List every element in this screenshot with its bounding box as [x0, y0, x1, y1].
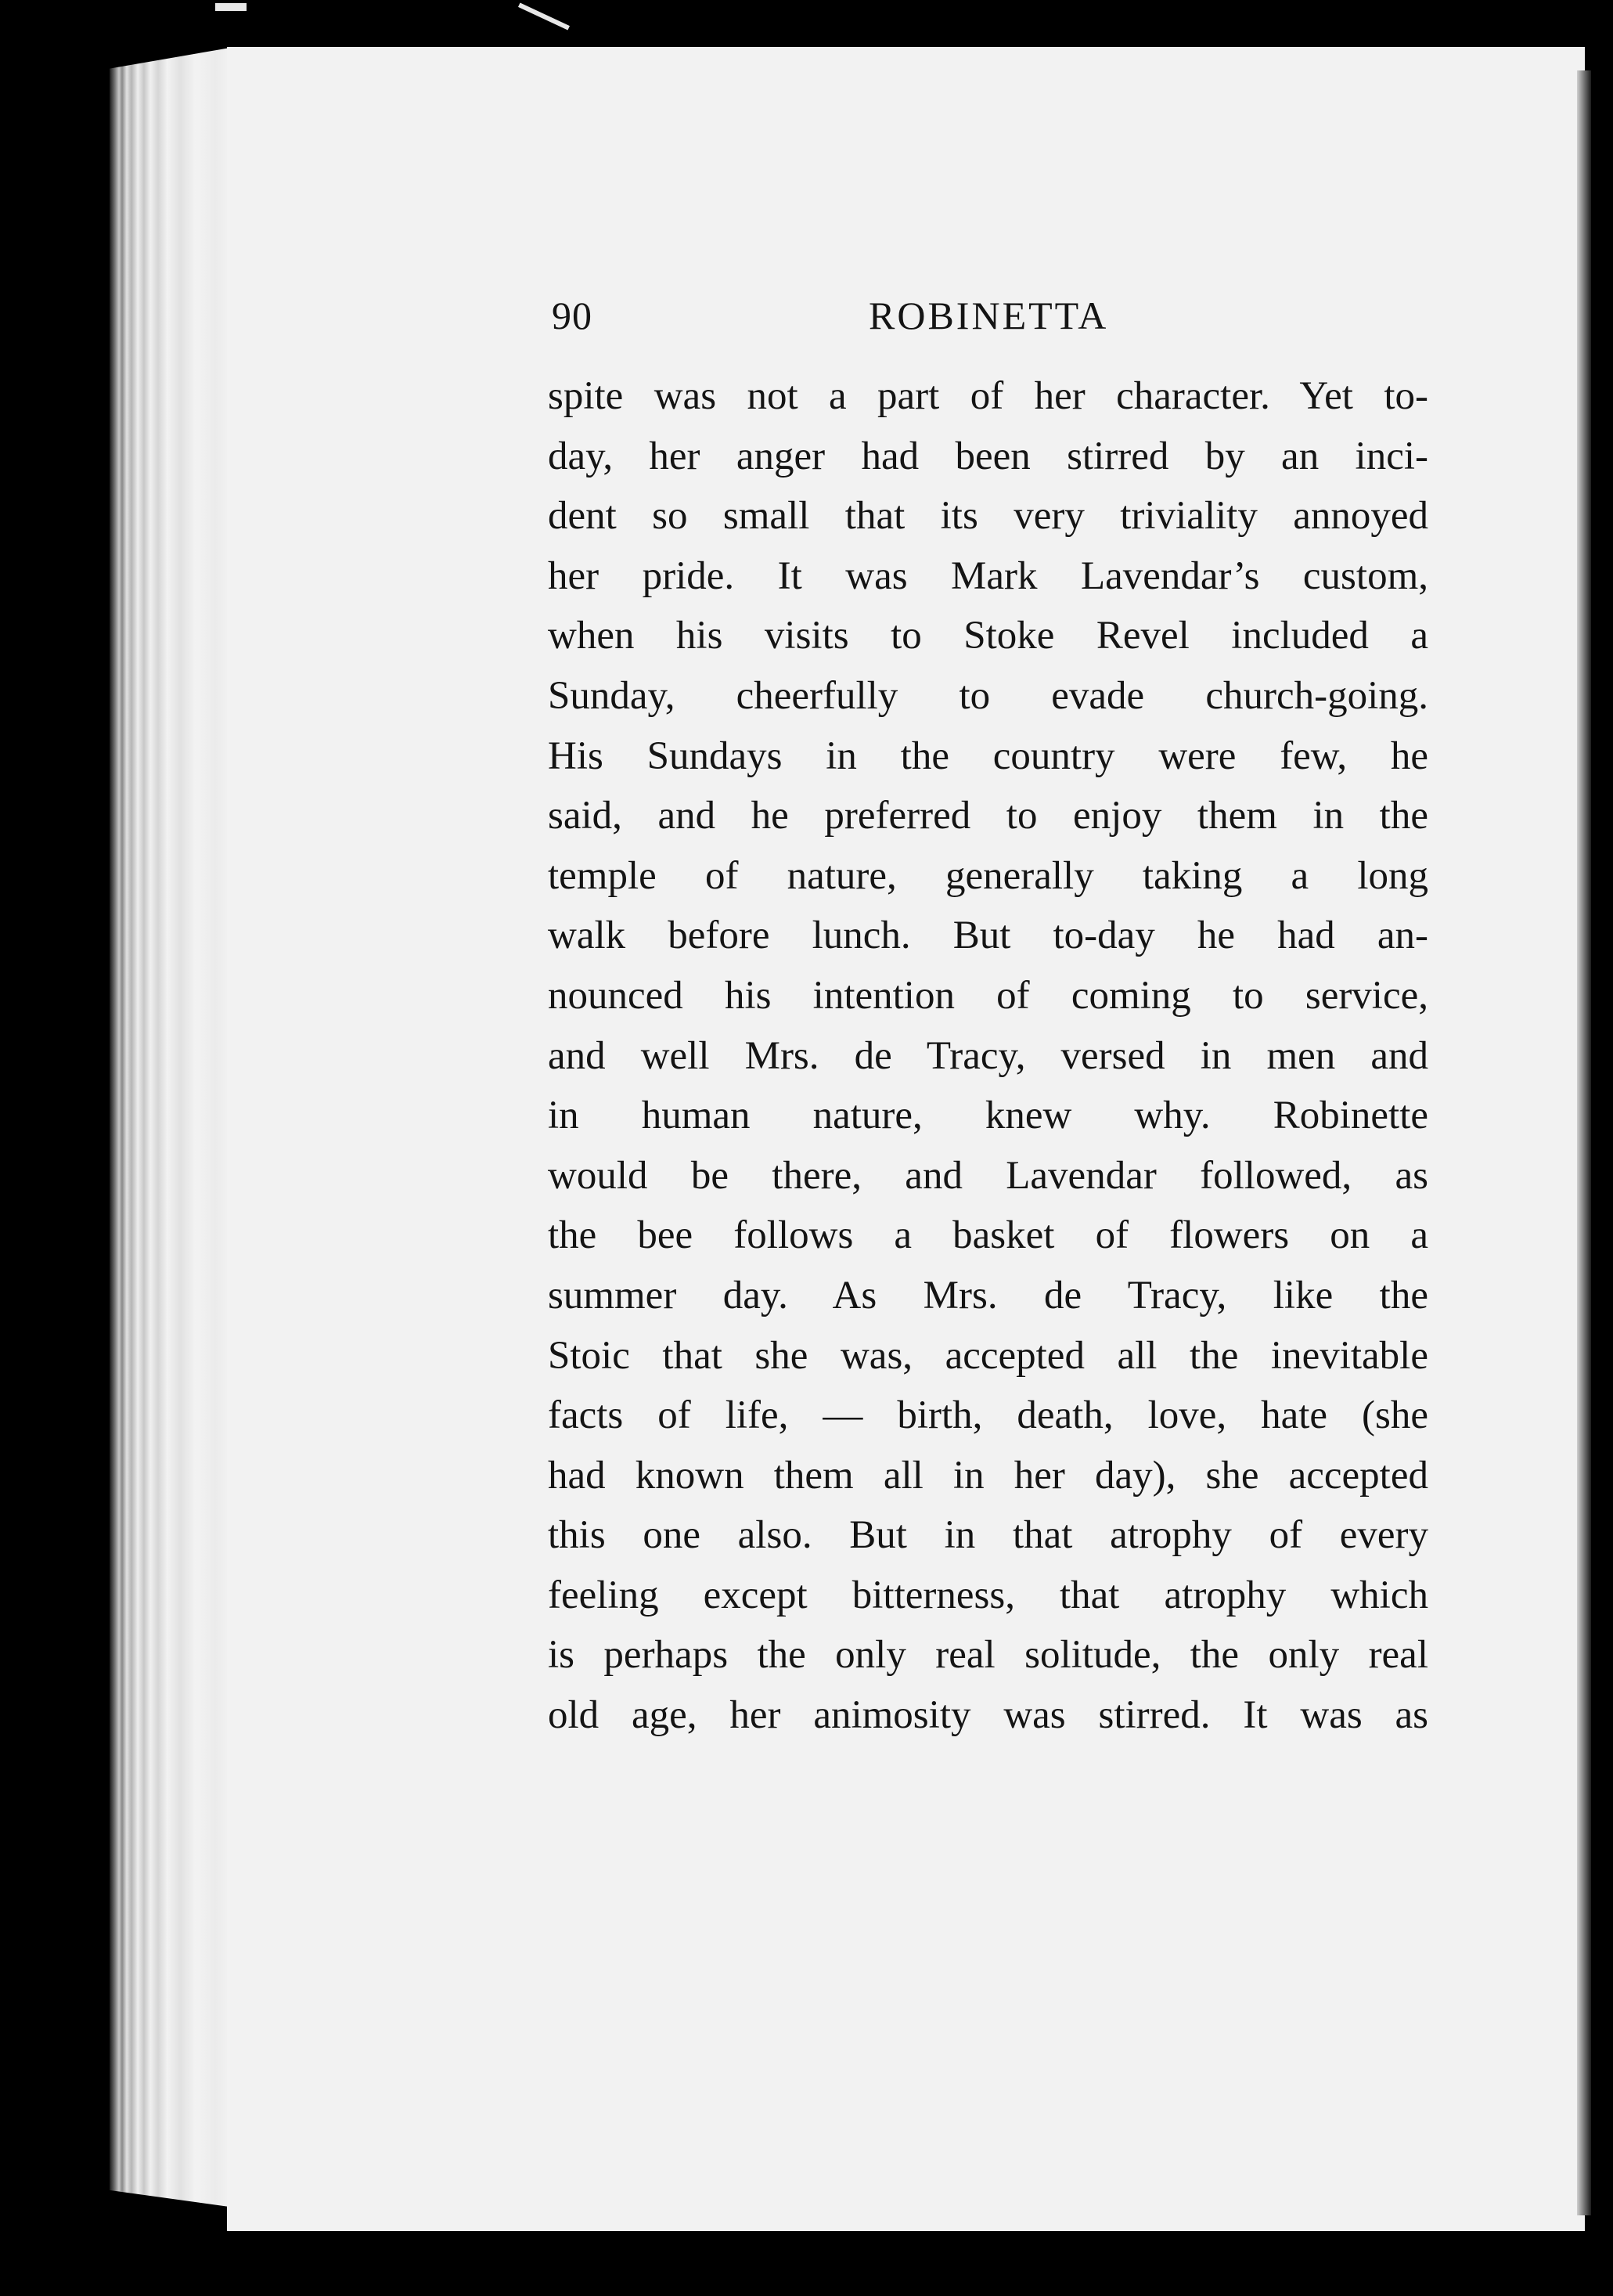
page-edge-stack — [110, 47, 235, 2208]
body-text — [548, 366, 1428, 1746]
text-line: feeling except bitterness, that atrophy which — [548, 1573, 1428, 1617]
text-line: had known them all in her day), she accepted — [548, 1453, 1428, 1498]
running-head — [552, 288, 1444, 343]
text-line: when his visits to Stoke Revel included a — [548, 614, 1428, 658]
text-line: Sunday, cheerfully to evade church-going. — [548, 673, 1428, 718]
scan-speck — [215, 3, 247, 11]
text-line: the bee follows a basket of flowers on a — [548, 1213, 1428, 1258]
text-line: facts of life, — birth, death, love, hate (she — [548, 1393, 1428, 1438]
text-line: this one also. But in that atrophy of every — [548, 1513, 1428, 1558]
text-line: walk before lunch. But to-day he had an- — [548, 914, 1428, 958]
text-line: is perhaps the only real solitude, the only real — [548, 1633, 1428, 1678]
page-number: 90 — [552, 294, 592, 337]
page-gutter-shadow — [1577, 70, 1591, 2215]
text-line: Stoic that she was, accepted all the inevitable — [548, 1333, 1428, 1378]
scan-speck — [518, 2, 570, 30]
text-line: summer day. As Mrs. de Tracy, like the — [548, 1273, 1428, 1317]
book-title: ROBINETTA — [869, 294, 1109, 337]
text-line: nounced his intention of coming to service, — [548, 973, 1428, 1018]
text-line: temple of nature, generally taking a long — [548, 853, 1428, 898]
text-line: day, her anger had been stirred by an inci- — [548, 434, 1428, 478]
text-line: said, and he preferred to enjoy them in the — [548, 794, 1428, 838]
text-line: would be there, and Lavendar followed, as — [548, 1153, 1428, 1198]
text-line: dent so small that its very triviality annoyed — [548, 494, 1428, 539]
text-line: spite was not a part of her character. Yet to- — [548, 374, 1428, 418]
text-line: old age, her animosity was stirred. It was as — [548, 1693, 1428, 1738]
text-line: and well Mrs. de Tracy, versed in men and — [548, 1033, 1428, 1078]
text-line: His Sundays in the country were few, he — [548, 733, 1428, 778]
text-line: in human nature, knew why. Robinette — [548, 1094, 1428, 1138]
text-line: her pride. It was Mark Lavendar’s custom, — [548, 553, 1428, 598]
